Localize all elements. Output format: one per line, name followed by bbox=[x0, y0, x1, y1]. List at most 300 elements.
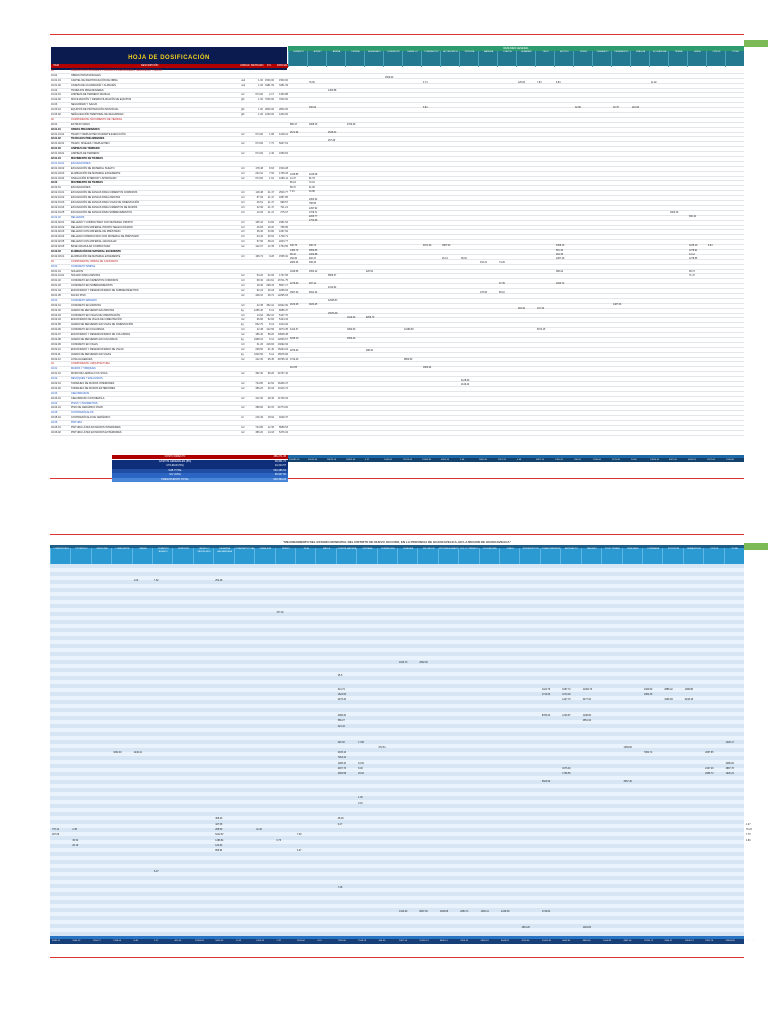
material-cell-value: 4246.68 bbox=[501, 911, 510, 914]
item-quantity: 362.40 bbox=[255, 372, 263, 376]
material-cell-value: 6.84 bbox=[423, 106, 428, 109]
item-description: ELIMINACIÓN DE MATERIAL EXCEDENTE bbox=[71, 254, 121, 258]
material-column-header: PERNO bbox=[275, 548, 296, 564]
material-cells bbox=[288, 93, 744, 97]
item-code: 02.02.03.01 bbox=[51, 254, 65, 258]
material-cell-value: 458.46 bbox=[309, 262, 317, 265]
item-quantity: 32.66 bbox=[256, 205, 263, 209]
item-code: 03.02.04 bbox=[51, 318, 61, 322]
material-cell-value: 1982.45 bbox=[643, 693, 653, 696]
material-total-value: 1424.45 bbox=[256, 940, 265, 942]
item-description: ELIMINACIÓN DE MATERIAL EXCEDENTE bbox=[71, 249, 122, 253]
material-cell-value: 156.62 bbox=[309, 106, 317, 109]
item-unit: m2 bbox=[241, 426, 245, 430]
material-column-header: CEMENTO BLANCO bbox=[152, 548, 173, 564]
material-cells bbox=[288, 260, 744, 264]
material-cell-value: 377.32 bbox=[276, 611, 284, 614]
item-unit: m2 bbox=[241, 142, 245, 146]
material-cell-value: 1246.87 bbox=[562, 715, 571, 718]
material-cell-value: 0.27 bbox=[337, 823, 343, 826]
material-cells bbox=[288, 181, 744, 185]
material-cell-value: 2.38 bbox=[72, 829, 77, 831]
summary-label: SUB TOTAL bbox=[112, 469, 238, 473]
material-cell-value: 2087.65 bbox=[705, 752, 714, 755]
item-description: SEÑALIZACIÓN TEMPORAL DE SEGURIDAD bbox=[71, 113, 124, 117]
item-partial: 24737.42 bbox=[277, 372, 288, 376]
item-quantity: 57.66 bbox=[256, 240, 263, 244]
item-unit-price: 26.54 bbox=[267, 235, 274, 239]
item-unit: m2 bbox=[241, 132, 245, 136]
material-cell-value: 252.48 bbox=[215, 579, 223, 582]
item-partial: 4314.62 bbox=[278, 323, 288, 327]
item-unit-price: 32.06 bbox=[267, 274, 274, 278]
item-partial: 16409.47 bbox=[277, 382, 288, 385]
item-unit-price: 412.56 bbox=[266, 328, 274, 332]
item-code: 03.02.12 bbox=[51, 357, 61, 361]
material-column-header: SOLDADURA bbox=[479, 548, 500, 564]
item-unit-price: 352.10 bbox=[266, 303, 274, 307]
material-cell-value: 7.62 bbox=[154, 579, 159, 582]
item-code: 02.01.04.02 bbox=[51, 166, 65, 170]
material-cell-value: 2451.52 bbox=[309, 199, 318, 202]
item-code: 02.02 bbox=[51, 181, 58, 185]
item-code: 04.03 bbox=[51, 391, 58, 395]
item-quantity: 398.60 bbox=[255, 406, 263, 410]
material-cells bbox=[288, 299, 744, 303]
item-code: 03.02.11 bbox=[51, 352, 61, 356]
material-cell-value: 468.40 bbox=[215, 818, 223, 821]
item-quantity: 31.26 bbox=[256, 342, 263, 346]
item-partial: 39766.34 bbox=[277, 357, 288, 361]
item-quantity: 412.30 bbox=[255, 396, 263, 400]
material-cells bbox=[288, 133, 744, 137]
material-cell-value: 4314.62 bbox=[328, 287, 337, 290]
material-column-header: ROLLO TÉRMICO bbox=[458, 548, 479, 564]
material-cell-value: 1278.91 bbox=[689, 249, 698, 252]
material-total-value: 11846.13 bbox=[684, 940, 694, 942]
item-description: SOLADOS bbox=[71, 269, 84, 273]
material-column-header: TOMACORRIENTE bbox=[540, 548, 561, 564]
material-cells bbox=[288, 128, 744, 132]
material-cells bbox=[288, 379, 744, 386]
item-unit: m2 bbox=[241, 430, 245, 434]
item-unit-price: 62.15 bbox=[267, 406, 274, 410]
item-unit-price: 9.28 bbox=[269, 254, 274, 258]
item-quantity: 386.20 bbox=[255, 386, 263, 390]
material-cells bbox=[288, 265, 744, 269]
item-code: 02.02.01.01 bbox=[51, 191, 65, 195]
material-cell-value: 41.40 bbox=[256, 829, 262, 831]
item-unit-price: 5.12 bbox=[269, 337, 274, 341]
material-column-header: ALAMBRE bbox=[516, 51, 536, 67]
material-column-header: ARENA bbox=[326, 51, 346, 67]
material-cells bbox=[288, 270, 744, 274]
item-partial: 24773.00 bbox=[277, 406, 288, 410]
material-column-header: TUBERÍA PVC SAL bbox=[234, 548, 255, 564]
material-total-value: 3687.14 bbox=[536, 459, 544, 461]
material-total-value: 786.34 bbox=[574, 459, 581, 461]
item-partial: 1737.65 bbox=[278, 274, 288, 278]
item-quantity: 12.84 bbox=[256, 210, 263, 214]
item-partial: 13092.94 bbox=[277, 342, 288, 346]
item-unit: m3 bbox=[241, 210, 245, 214]
material-cell-value: 210.83 bbox=[632, 106, 640, 109]
material-column-header: VENTANA bbox=[356, 548, 377, 564]
item-code: 03.02.02 bbox=[51, 308, 61, 312]
item-unit-price: 1.61 bbox=[269, 176, 274, 180]
material-total-value: 2248.60 bbox=[593, 459, 601, 461]
material-cell-value: 38.74 bbox=[689, 270, 695, 273]
item-description: MOVILIZACIÓN Y DESMOVILIZACIÓN DE EQUIPOS bbox=[71, 98, 132, 102]
material-total-value: 11823.44 bbox=[403, 459, 412, 461]
item-description: EXCAVACIÓN DE ZANJAS PARA VIGAS DE CIMENTACIÓN bbox=[71, 201, 140, 205]
material-cells bbox=[288, 250, 744, 254]
item-description: MURO DE LADRILLO KK SOGA bbox=[71, 372, 108, 376]
material-cell-value: 6072.15 bbox=[537, 329, 546, 332]
item-partial: 2543.77 bbox=[278, 191, 288, 195]
item-description: TARRAJEO DE MUROS EXTERIORES bbox=[71, 386, 116, 390]
material-cell-value: 1676.46 bbox=[562, 768, 571, 771]
item-code: 02 bbox=[51, 117, 54, 121]
material-total-value: 8427.60 bbox=[669, 459, 677, 461]
material-cells bbox=[288, 333, 744, 337]
material-total-value: 126485.20 bbox=[289, 459, 300, 461]
material-cell-value: 5412.67 bbox=[215, 834, 224, 837]
item-code: 04.01.01 bbox=[51, 372, 61, 376]
material-total-value: 12494.82 bbox=[194, 940, 204, 942]
summary-label: PRESUPUESTO TOTAL bbox=[112, 478, 238, 482]
material-cell-value: 1248.80 bbox=[582, 715, 592, 718]
item-partial: 11709.32 bbox=[277, 396, 288, 400]
material-cell-value: 1424.76 bbox=[541, 688, 551, 691]
item-description: PINTURA LÁTEX EN MUROS EXTERIORES bbox=[71, 430, 122, 434]
material-cell-value: 4887.76 bbox=[725, 768, 734, 771]
material-column-header: TOTAL bbox=[724, 548, 745, 564]
material-cells bbox=[288, 426, 744, 430]
material-total-value: 6.48 bbox=[133, 940, 138, 942]
material-column-header: AGREGADO bbox=[364, 51, 384, 67]
item-description: NIVELACIÓN INTERIOR Y APISONADO bbox=[71, 176, 117, 180]
item-partial: 12636.67 bbox=[277, 337, 288, 341]
material-total-value: 2.78 bbox=[276, 940, 281, 942]
item-code: 02.01.01 bbox=[51, 127, 61, 131]
item-unit-price: 26.18 bbox=[267, 386, 274, 390]
material-total-value: 1046.88 bbox=[603, 940, 612, 942]
material-cell-value: 48.00 bbox=[337, 818, 344, 821]
item-unit: m3 bbox=[241, 220, 245, 224]
item-code: 02.02.02.03 bbox=[51, 230, 65, 234]
material-cell-value: 12496.66 bbox=[404, 329, 414, 332]
item-partial: 5507.17 bbox=[278, 284, 288, 288]
item-description: SEGURIDAD Y SALUD bbox=[71, 103, 98, 107]
material-total-value: 4642.80 bbox=[562, 940, 571, 942]
item-unit-price: 22.64 bbox=[267, 382, 274, 385]
material-cell-value: 86.24 bbox=[290, 182, 296, 185]
material-total-value: 4887.46 bbox=[623, 940, 632, 942]
item-code: 02.01.04.04 bbox=[51, 176, 65, 180]
item-unit: kg bbox=[241, 337, 244, 341]
item-description: EXCAVACIÓN DE ZANJAS PARA ZAPATAS bbox=[71, 196, 121, 200]
item-description: EXCAVACIONES bbox=[71, 186, 91, 190]
item-partial: 10110.72 bbox=[277, 386, 288, 390]
item-code: 02.01.04 bbox=[51, 157, 61, 161]
header-quantity: METRADO bbox=[251, 64, 264, 67]
material-cell-value: 488.20 bbox=[366, 350, 374, 353]
material-cells bbox=[288, 235, 744, 239]
material-cell-value: 4128.60 bbox=[461, 379, 470, 382]
material-cell-value: 1624.66 bbox=[337, 693, 347, 696]
sheet2-bottom-border bbox=[50, 957, 744, 958]
material-column-header: ARTEFACTO bbox=[560, 548, 581, 564]
material-cell-value: 68.44 bbox=[290, 253, 296, 256]
item-code: 01.03.02 bbox=[51, 113, 61, 117]
material-cell-value: 4760.48 bbox=[347, 123, 356, 126]
item-code: 01.01.02 bbox=[51, 83, 61, 87]
material-cell-value: 4.27 bbox=[296, 850, 302, 853]
item-partial: 1887.86 bbox=[278, 196, 288, 200]
material-cell-value: 41.06 bbox=[309, 186, 315, 189]
material-cells bbox=[288, 323, 744, 327]
material-total-value: 12284.72 bbox=[643, 940, 654, 942]
material-cell-value: 3452.40 bbox=[113, 752, 122, 755]
material-column-header: PETRÓLEO bbox=[70, 548, 91, 564]
item-unit: m2 bbox=[241, 318, 245, 322]
material-total-value: 2178.40 bbox=[612, 459, 620, 461]
material-cell-value: 2203.77 bbox=[309, 216, 318, 218]
item-unit-price: 5.12 bbox=[269, 323, 274, 327]
material-cell-value: 1766.56 bbox=[562, 773, 571, 776]
item-quantity: 87.93 bbox=[256, 196, 263, 200]
item-code: 03.02 bbox=[51, 298, 58, 302]
item-quantity: 674.60 bbox=[255, 93, 263, 97]
sheet-title: HOJA DE DOSIFICACIÓN bbox=[51, 47, 287, 70]
material-cell-value: 589.27 bbox=[337, 720, 345, 723]
material-total-value: 2456.24 bbox=[460, 940, 469, 942]
item-code: 02.01.04.03 bbox=[51, 171, 65, 175]
item-partial: 5147.70 bbox=[278, 313, 288, 317]
item-unit-price: 58.20 bbox=[267, 333, 274, 337]
material-cell-value: 26.62 bbox=[358, 773, 364, 776]
item-unit-price: 2800.00 bbox=[264, 108, 274, 112]
material-column-header: TUBERÍA PVC bbox=[421, 51, 441, 67]
item-code: 01 bbox=[51, 69, 54, 72]
material-cells bbox=[288, 142, 744, 146]
item-quantity: 46.83 bbox=[256, 225, 263, 229]
material-cells bbox=[288, 255, 744, 259]
item-partial: 998.57 bbox=[280, 201, 288, 205]
material-column-header: INTERRUPTOR bbox=[519, 548, 540, 564]
item-quantity: 142.07 bbox=[255, 245, 263, 249]
item-code: 02.02.01.05 bbox=[51, 210, 65, 214]
material-column-header: PINTURA ESMALTE bbox=[438, 548, 459, 564]
item-code: 01.02 bbox=[51, 88, 58, 92]
item-code: 02.01.02 bbox=[51, 137, 61, 141]
material-cells bbox=[288, 172, 744, 176]
summary-label: COSTO DIRECTO bbox=[112, 455, 238, 459]
sheet1-top-border bbox=[50, 34, 744, 35]
item-unit-price: 38.22 bbox=[267, 240, 274, 244]
item-partial: 6586.37 bbox=[278, 308, 288, 312]
material-cell-value: 186.72 bbox=[309, 245, 317, 248]
item-partial: 1248.01 bbox=[278, 132, 288, 136]
item-unit-price: 298.33 bbox=[266, 284, 274, 288]
material-cell-value: 14.12 bbox=[689, 253, 695, 256]
item-description: RELLENO CON MATERIAL DE PRÉSTAMO bbox=[71, 230, 121, 234]
material-total-value: 20.68 bbox=[631, 459, 637, 461]
material-cells bbox=[288, 392, 744, 396]
material-cell-value: 0.76 bbox=[276, 839, 281, 842]
material-cell-value: 4068.40 bbox=[337, 715, 347, 718]
material-column-header: HORMIGÓN bbox=[383, 51, 403, 67]
item-unit: m2 bbox=[241, 176, 245, 180]
item-unit-price: 18.62 bbox=[267, 416, 274, 420]
material-cells bbox=[288, 289, 744, 293]
item-partial: 275.67 bbox=[280, 210, 288, 214]
item-unit: kg bbox=[241, 352, 244, 356]
item-description: TRABAJOS PRELIMINARES bbox=[71, 88, 104, 92]
item-code: 01.02.01 bbox=[51, 93, 61, 97]
item-code: 04.02.02 bbox=[51, 386, 61, 390]
material-cell-value: 314.74 bbox=[337, 688, 345, 691]
item-quantity: 1.00 bbox=[258, 108, 263, 112]
material-cell-value: 1243.08 bbox=[309, 174, 318, 176]
material-column-header: GRASA bbox=[132, 548, 153, 564]
item-description: PISOS Y PAVIMENTOS bbox=[71, 401, 98, 405]
item-code: 03.02.03 bbox=[51, 313, 61, 317]
material-total-value: 1546.00 bbox=[384, 459, 392, 461]
material-cell-value: 7.14 bbox=[290, 190, 295, 193]
item-description: CONCRETO EN ZAPATAS bbox=[71, 303, 101, 307]
item-description: TRAZO Y REPLANTEO DURANTE EJECUCIÓN bbox=[71, 132, 126, 136]
material-column-header: CERÁMICO bbox=[592, 51, 612, 67]
item-unit: kg bbox=[241, 308, 244, 312]
item-description: CONCRETO EN SOBRECIMIENTOS bbox=[71, 284, 113, 288]
item-partial: 5207.91 bbox=[278, 142, 288, 146]
material-cell-value: 4.80 bbox=[746, 839, 751, 842]
item-code: 04.06.02 bbox=[51, 430, 61, 434]
item-quantity: 54.20 bbox=[256, 274, 263, 278]
material-total-value: 4618.20 bbox=[688, 459, 696, 461]
item-description: MOVIMIENTO DE TIERRAS bbox=[71, 157, 103, 161]
item-unit-price: 16.20 bbox=[267, 225, 274, 229]
material-cells bbox=[288, 314, 744, 318]
material-cell-value: 1867.00 bbox=[442, 245, 451, 248]
item-unit-price: 7.72 bbox=[269, 142, 274, 146]
material-cell-value: 427.08 bbox=[215, 823, 223, 826]
item-unit-price: 68.26 bbox=[267, 372, 274, 376]
item-quantity: 3120.50 bbox=[253, 352, 263, 356]
material-column-header: CERRADURA bbox=[377, 548, 398, 564]
item-unit-price: 352.10 bbox=[266, 313, 274, 317]
material-cell-value: 1082.11 bbox=[480, 911, 489, 914]
material-total-value: 28674.10 bbox=[327, 459, 337, 461]
material-cell-value: 1820.16 bbox=[670, 211, 679, 214]
item-description: LOSA ALIGERADA bbox=[71, 357, 93, 361]
item-unit-price: 46.18 bbox=[267, 289, 274, 293]
item-unit: m3 bbox=[241, 225, 245, 229]
material-cells bbox=[288, 123, 744, 127]
summary-value: 24,313.57 bbox=[238, 464, 288, 468]
item-unit-price: 2.17 bbox=[269, 93, 274, 97]
material-column-header: CALAMINA GALVANIZADA bbox=[213, 548, 234, 564]
material-cells bbox=[288, 108, 744, 112]
item-unit: m3 bbox=[241, 230, 245, 234]
material-column-header: SOLDADURA bbox=[649, 51, 669, 67]
item-description: ENCOFRADO Y DESENCOFRADO DE COLUMNAS bbox=[71, 333, 131, 337]
material-column-header: PEGAMENTO bbox=[611, 51, 631, 67]
item-unit-price: 1500.00 bbox=[264, 78, 274, 82]
item-quantity: 22.48 bbox=[256, 328, 263, 332]
item-description: RELLENO Y COMPACTADO CON MATERIAL PROPIO bbox=[71, 220, 133, 224]
project-title: "MEJORAMIENTO DEL ESTADIO MUNICIPAL DEL DISTRITO DE NUEVO OCCORO, EN LA PROVINCIA DE HUANCAVELICA, EN LA REGION DE HUANCAVELICA" bbox=[282, 540, 512, 544]
material-cells bbox=[288, 98, 744, 102]
material-cells bbox=[288, 162, 744, 166]
item-description: RELLENOS bbox=[71, 215, 85, 219]
item-code: 02.02.02 bbox=[51, 215, 61, 219]
item-quantity: 674.60 bbox=[255, 142, 263, 146]
item-unit: m2 bbox=[241, 357, 245, 361]
item-description: OBRAS PROVISIONALES, TRABAJOS PRELIMINARES, SEGURIDAD Y SALUD bbox=[71, 69, 163, 72]
item-description: ELIMINACIÓN DE MATERIAL EXCEDENTE bbox=[71, 171, 121, 175]
item-description: ACERO DE REFUERZO EN ZAPATAS bbox=[71, 308, 115, 312]
item-unit-price: 28.72 bbox=[267, 293, 274, 297]
item-quantity: 38.40 bbox=[256, 230, 263, 234]
material-cell-value: 4082.58 bbox=[337, 773, 347, 776]
material-cell-value: 30.78 bbox=[613, 106, 619, 109]
material-cell-value: 346.52 bbox=[337, 741, 345, 744]
material-cell-value: 866.94 bbox=[215, 850, 223, 853]
material-cells bbox=[288, 274, 744, 278]
material-cells bbox=[288, 186, 744, 190]
material-cell-value: 2662.30 bbox=[419, 662, 428, 665]
item-code: 02.01.03.01 bbox=[51, 152, 65, 156]
item-code: 04.02 bbox=[51, 377, 58, 381]
material-cells bbox=[288, 196, 744, 200]
material-total-value: 2148.18 bbox=[358, 940, 367, 942]
item-unit-price: 5.12 bbox=[269, 352, 274, 356]
material-cell-value: 1278.55 bbox=[689, 258, 698, 260]
item-unit-price: 1.85 bbox=[269, 132, 274, 136]
item-code: 04.03.01 bbox=[51, 396, 61, 400]
material-column-header: PIEDRA bbox=[345, 51, 365, 67]
material-cell-value: 264.35 bbox=[556, 253, 564, 256]
material-cell-value: 1463.88 bbox=[328, 90, 337, 92]
dosification-sheet bbox=[50, 36, 744, 481]
item-unit-price: 14.82 bbox=[267, 220, 274, 224]
material-cells bbox=[288, 201, 744, 205]
item-unit: m3 bbox=[241, 279, 245, 283]
material-total-value: 4226.84 bbox=[521, 940, 530, 942]
item-quantity: 165.42 bbox=[255, 220, 263, 224]
item-code: 04.05.01 bbox=[51, 416, 61, 420]
item-partial: 2800.00 bbox=[278, 108, 288, 112]
item-code: 03.02.06 bbox=[51, 328, 61, 332]
material-cells bbox=[288, 206, 744, 210]
materials-header-label: RESUMEN GENERAL bbox=[503, 47, 529, 50]
summary-value: 648,394.24 bbox=[238, 478, 288, 482]
header-item: ITEM bbox=[53, 64, 59, 67]
totals-row-band bbox=[288, 455, 744, 458]
item-description: OBRAS PROVISIONALES bbox=[71, 73, 101, 77]
material-total-value: 7284.71 bbox=[92, 940, 101, 942]
item-unit-price: 12.35 bbox=[267, 245, 274, 249]
item-code: 02.02.02.02 bbox=[51, 225, 65, 229]
summary-label: UTILIDAD (5%) bbox=[112, 464, 238, 468]
item-code: 03.02.05 bbox=[51, 323, 61, 327]
item-description: LIMPIEZA DE TERRENO MANUAL bbox=[71, 93, 111, 97]
material-column-header: CEMENTO bbox=[288, 51, 308, 67]
item-code: 03.01 bbox=[51, 264, 58, 268]
